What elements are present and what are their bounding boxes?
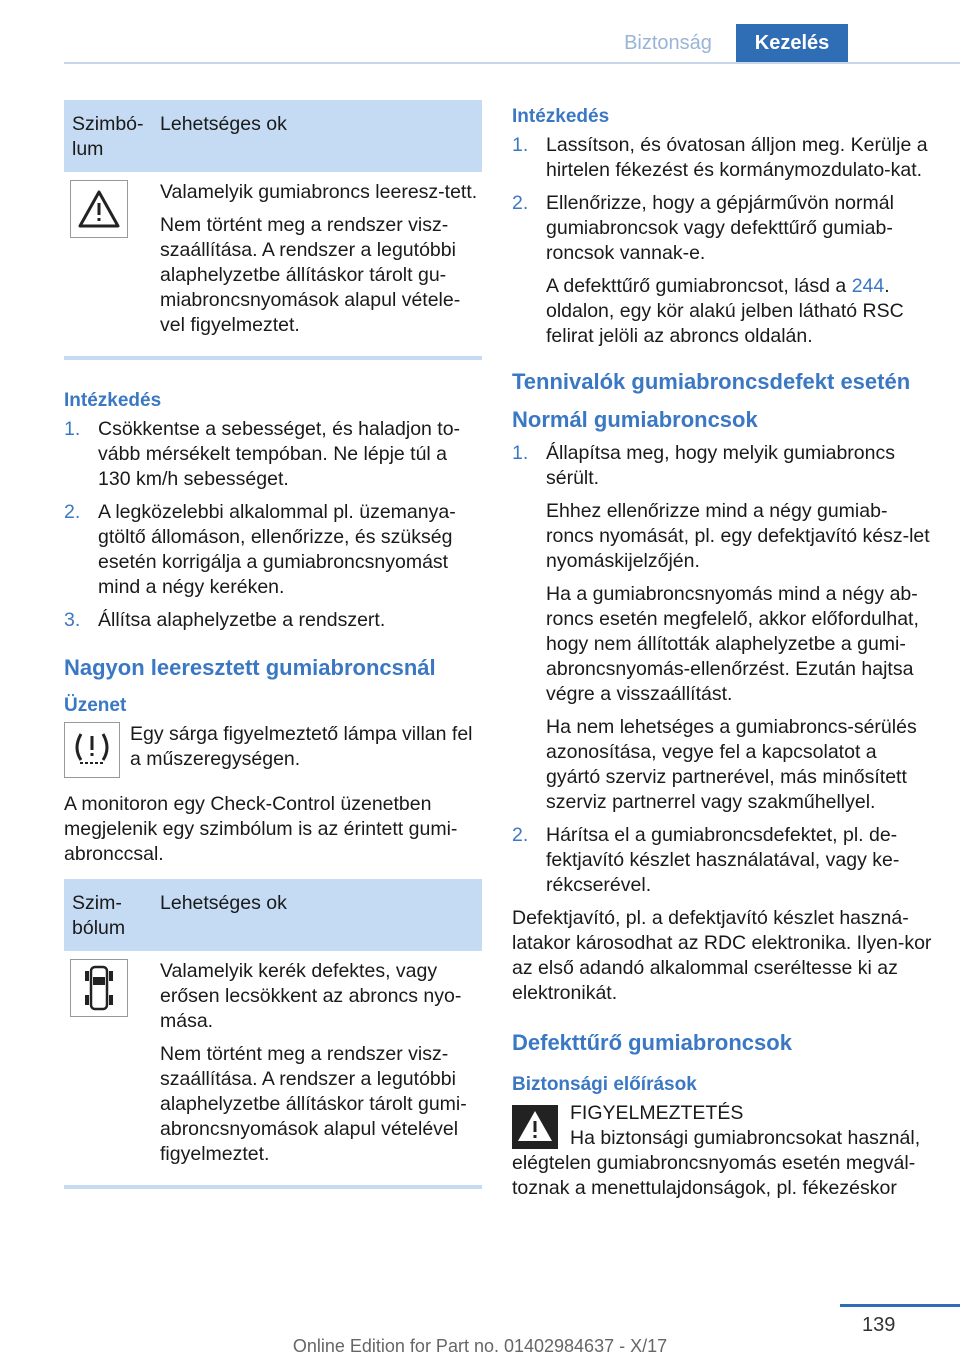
- warning-block: [512, 1101, 932, 1201]
- warning-title: FIGYELMEZTETÉS: [570, 1102, 744, 1124]
- right-column: [512, 104, 932, 1201]
- step-text: Állítsa alaphelyzetbe a rendszert.: [98, 609, 386, 631]
- step-text: Hárítsa el a gumiabroncsdefektet, pl. de-fektjavító készlet használatával, vagy ke-rékcserével.: [546, 824, 900, 896]
- tire-pressure-warning-icon: [64, 722, 120, 778]
- step-paragraph: Állapítsa meg, hogy melyik gumiabroncs sérült.: [546, 442, 895, 489]
- header-section-tab[interactable]: Biztonság: [624, 32, 712, 54]
- message-block: [64, 722, 482, 778]
- header-divider: [64, 62, 960, 64]
- table1-reason-text-1: Valamelyik gumiabroncs leeresz-tett.: [160, 181, 478, 203]
- step-text: [546, 191, 932, 349]
- normal-tires-subheading: Normál gumiabroncsok: [512, 407, 758, 432]
- check-control-paragraph: A monitoron egy Check-Control üzenetben megjelenik egy szimbólum is az érintett gumi-abronccsal.: [64, 793, 458, 865]
- action2-steps: [512, 133, 932, 349]
- step-paragraph: Ellenőrizze, hogy a gépjárművön normál gumiabroncsok vagy defekttűrő gumiab-roncsok vannak-e.: [546, 192, 894, 264]
- header-active-tab[interactable]: Kezelés: [736, 24, 848, 62]
- step-number: 1.: [64, 418, 81, 440]
- table1-reason-text-2: Nem történt meg a rendszer visz-szaállítása. A rendszer a legutóbbi alaphelyzetbe állításkor tárolt gu-miabroncsnyomások alapul vétele-vel figyelmeztet.: [160, 214, 461, 336]
- warning-triangle-icon: [70, 180, 128, 238]
- action2-step: [512, 133, 932, 183]
- table2-col-reason: Lehetséges ok: [160, 892, 287, 914]
- step-text: Lassítson, és óvatosan álljon meg. Kerülje a hirtelen fékezést és kormánymozdulato-kat.: [546, 134, 928, 181]
- table1-row: [64, 172, 482, 356]
- action2-step: [512, 191, 932, 349]
- message-text: Egy sárga figyelmeztető lámpa villan fel a műszeregységen.: [130, 723, 473, 770]
- action1-step: [64, 417, 482, 492]
- step-number: 2.: [64, 501, 81, 523]
- rdc-paragraph: Defektjavító, pl. a defektjavító készlet haszná-latakor károsodhat az RDC elektronika. Ilyen-kor az első adandó alkalommal cseréltesse ki az elektronikát.: [512, 907, 932, 1004]
- action1-heading: Intézkedés: [64, 390, 162, 411]
- warning-icon: [512, 1105, 558, 1149]
- action1-step: [64, 608, 482, 633]
- car-tire-icon: [70, 959, 128, 1017]
- step-number: 3.: [64, 609, 81, 631]
- step-paragraph: Ha nem lehetséges a gumiabroncs-sérülés azonosítása, vegye fel a kapcsolatot a gyártó szerviz partnerével, más minősített szerviz partnerrel vagy szakműhellyel.: [546, 716, 917, 813]
- table2-header: [64, 879, 482, 951]
- step-text: Csökkentse a sebességet, és haladjon to-vább mérsékelt tempóban. Ne lépje túl a 130 km/h sebességet.: [98, 418, 461, 490]
- left-column: [64, 100, 482, 1189]
- step-number: 1.: [512, 442, 529, 464]
- step-paragraph: Ha a gumiabroncsnyomás mind a négy ab-roncs esetén megfelelő, akkor előfordulhat, hogy nem állították alaphelyzetbe a gumi-abroncsnyomás-ellenőrzést. Ezután hajtsa végre a visszaállítást.: [546, 583, 919, 705]
- safety-rules-subheading: Biztonsági előírások: [512, 1074, 697, 1095]
- step-text: [546, 441, 932, 815]
- defect-step: [512, 441, 932, 815]
- table2-col-symbol: Szim-bólum: [72, 892, 126, 939]
- step-number: 1.: [512, 134, 529, 156]
- step-number: 2.: [512, 824, 529, 846]
- runflat-heading: Defekttűrő gumiabroncsok: [512, 1030, 792, 1055]
- table2-reason-text-1: Valamelyik kerék defektes, vagy erősen lecsökkent az abroncs nyo-mása.: [160, 960, 462, 1032]
- table1-header: [64, 100, 482, 172]
- page-number: 139: [862, 1314, 896, 1336]
- warning-text: Ha biztonsági gumiabroncsokat használ, elégtelen gumiabroncsnyomás esetén megvál-toznak a menettulajdonságok, pl. fékezéskor: [512, 1127, 921, 1199]
- table2-row: [64, 951, 482, 1185]
- defect-step: [512, 823, 932, 898]
- footer-rule: [840, 1304, 960, 1307]
- table2-end-rule: [64, 1185, 482, 1189]
- action1-steps: [64, 417, 482, 633]
- defect-heading: Tennivalók gumiabroncsdefekt esetén: [512, 369, 911, 394]
- step-paragraph: Ehhez ellenőrizze mind a négy gumiab-roncs nyomását, pl. egy defektjavító kész-let nyomáskijelzőjén.: [546, 500, 930, 572]
- table1-col-symbol: Szimbó-lum: [72, 113, 144, 160]
- heavy-deflation-heading: Nagyon leeresztett gumiabroncsnál: [64, 655, 436, 680]
- step-text: A legközelebbi alkalommal pl. üzemanya-gtöltő állomáson, ellenőrizze, és szükség esetén korrigálja a gumiabroncsnyomást mind a négy keréken.: [98, 501, 456, 598]
- page-reference-link[interactable]: 244: [851, 275, 885, 297]
- step-paragraph: A defekttűrő gumiabroncsot, lásd a 244. oldalon, egy kör alakú jelben látható RSC felirat jelöli az abroncs oldalán.: [546, 275, 904, 347]
- edition-footer: Online Edition for Part no. 01402984637 - X/17: [292, 1336, 668, 1356]
- step-number: 2.: [512, 192, 529, 214]
- action1-step: [64, 500, 482, 600]
- defect-steps: [512, 441, 932, 898]
- action2-heading: Intézkedés: [512, 106, 610, 127]
- message-subheading: Üzenet: [64, 695, 127, 716]
- table1-col-reason: Lehetséges ok: [160, 113, 287, 135]
- table2-reason-text-2: Nem történt meg a rendszer visz-szaállítása. A rendszer a legutóbbi alaphelyzetbe állításkor tárolt gumi-abroncsnyomások alapul vételével figyelmeztet.: [160, 1043, 467, 1165]
